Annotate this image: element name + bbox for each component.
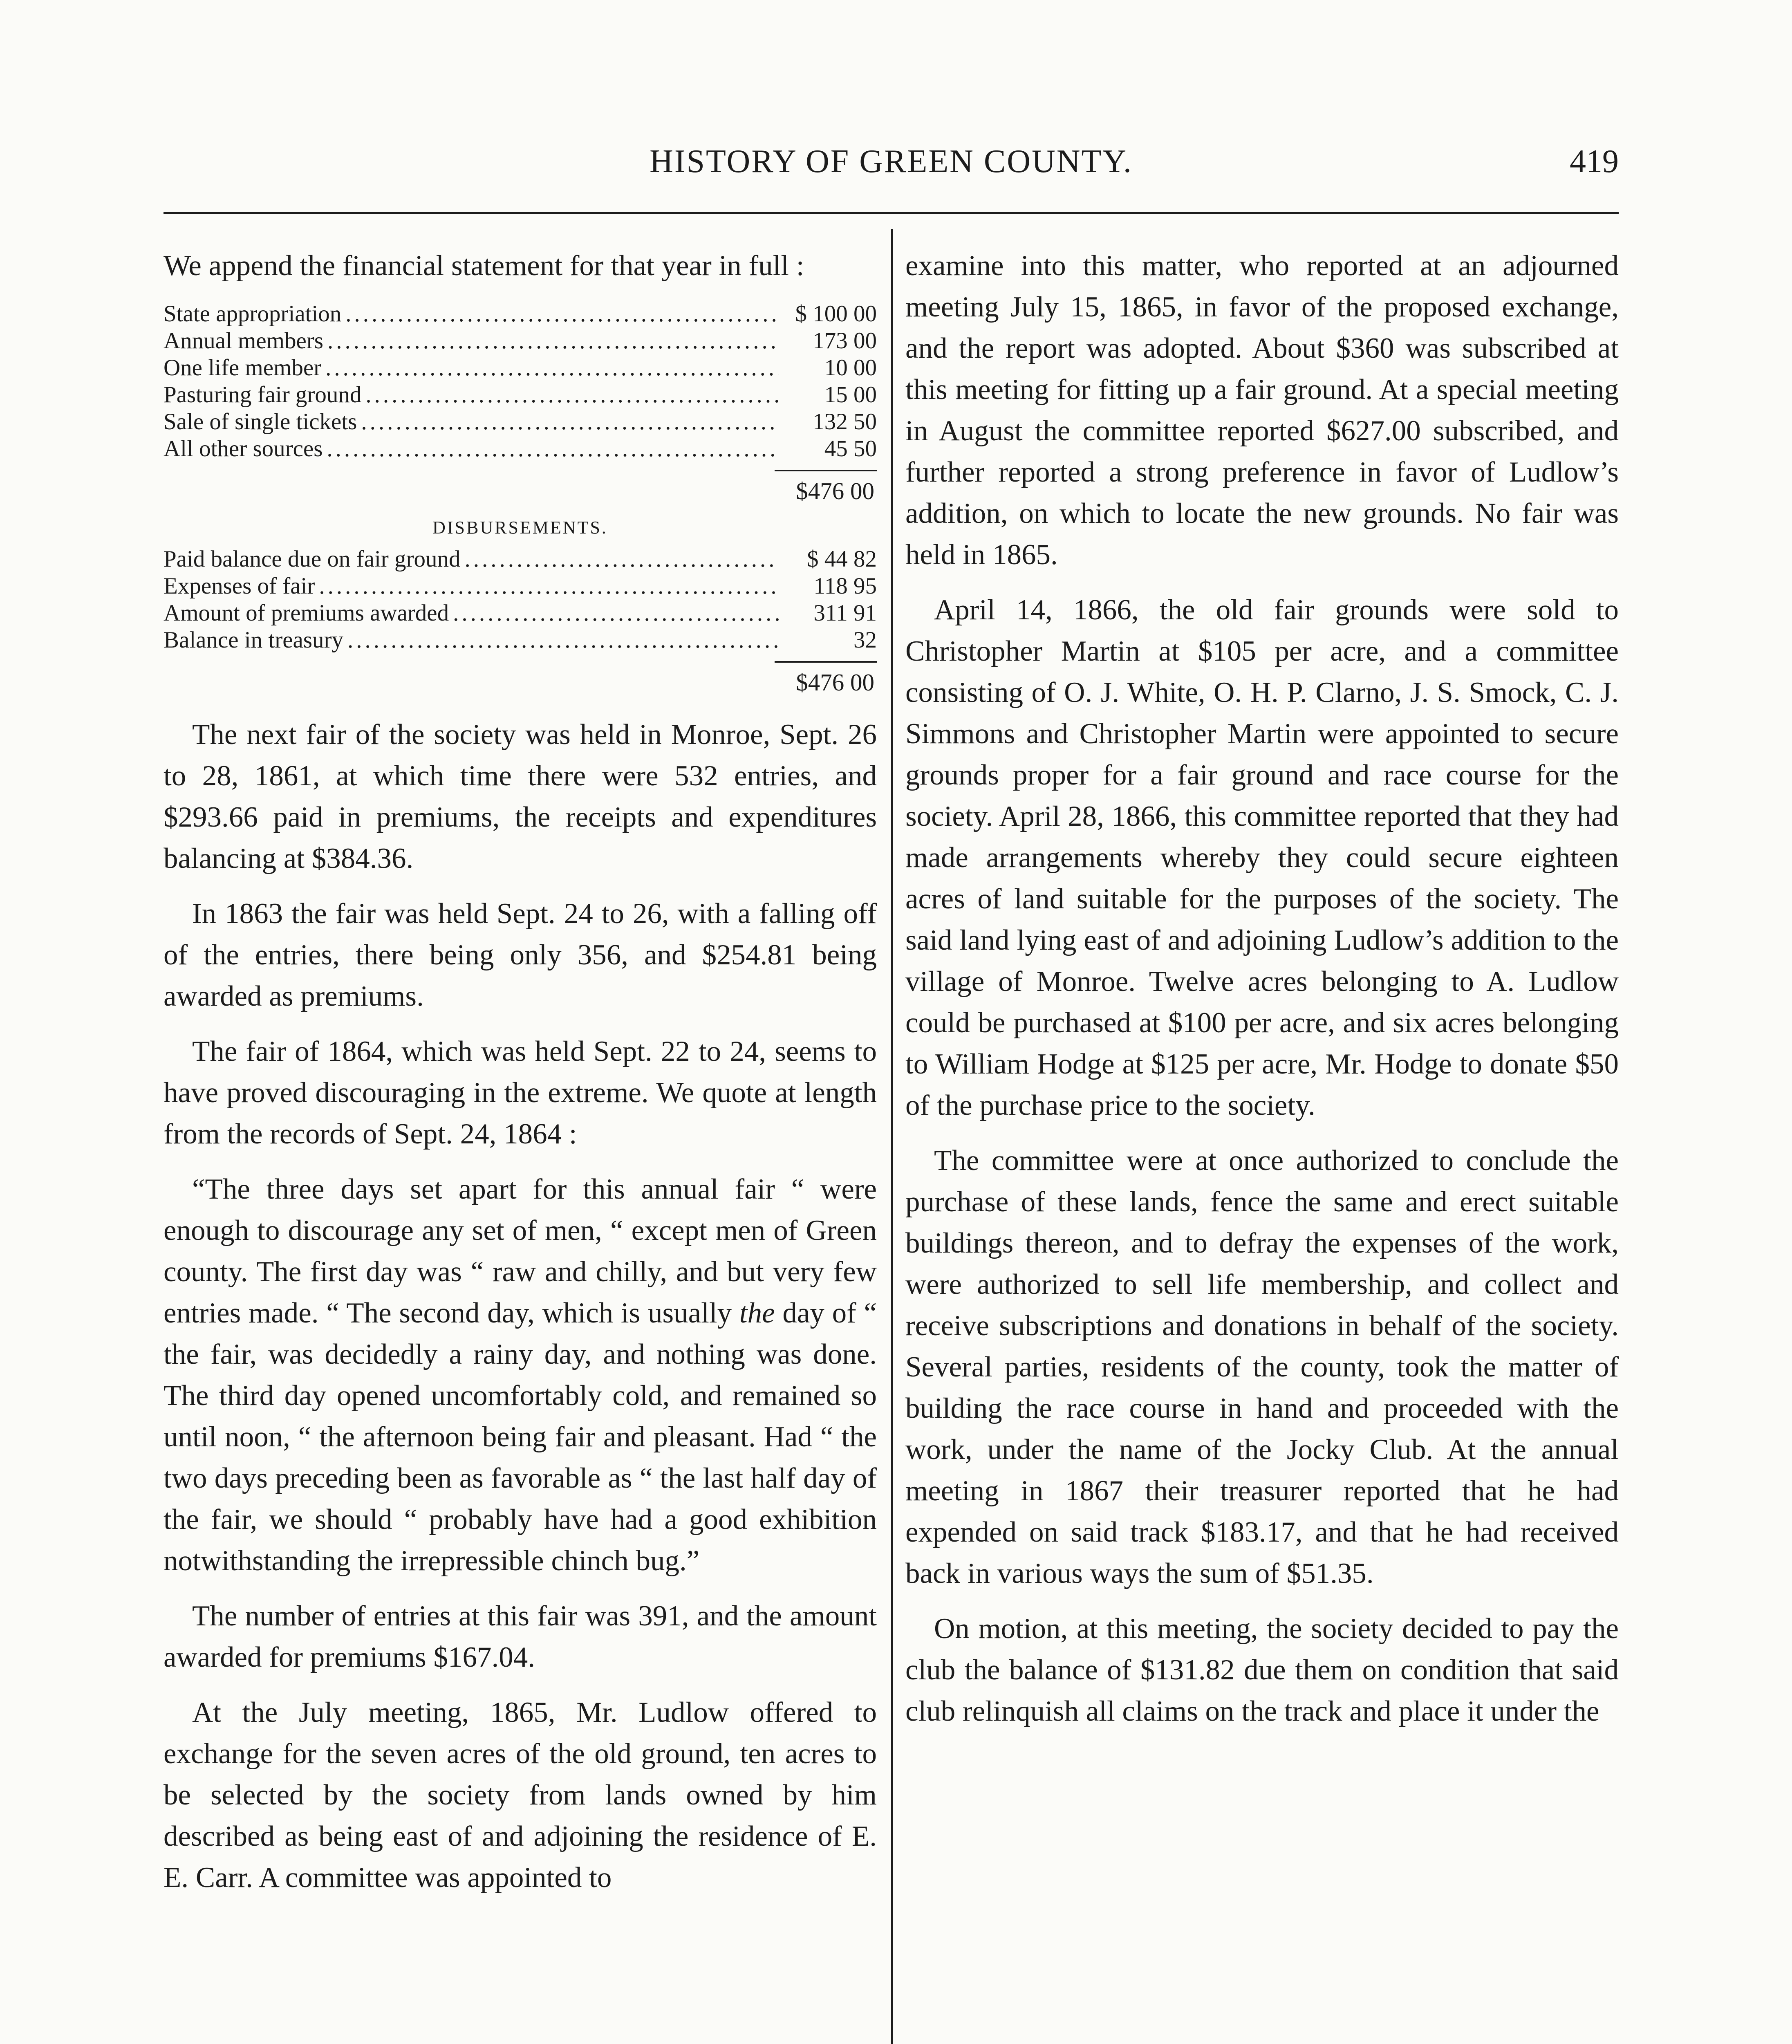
- paragraph: The number of entries at this fair was 391, and the amount awarded for premiums $167.04.: [164, 1600, 877, 1673]
- paragraph: The committee were at once authorized to conclude the purchase of these lands, fence the same and erect suitable buildings thereon, and to defray the expenses of the work, were authorized to sell life membership, and collect and receive subscriptions and donations in behalf of the society. Several parties, residents of the county, took the matter of building the race course in hand and proceeded with the work, under the name of the Jocky Club. At the annual meeting in 1867 their treasurer reported that he had expended on said track $183.17, and that he had received back in various ways the sum of $51.35.: [905, 1145, 1619, 1589]
- left-column: [164, 245, 877, 1912]
- receipt-row: [164, 300, 877, 327]
- records-quote: [164, 1169, 877, 1582]
- paragraph: The next fair of the society was held in Monroe, Sept. 26 to 28, 1861, at which time there were 532 entries, and $293.66 paid in premiums, the receipts and expenditures balancing at $384.36.: [164, 719, 877, 874]
- disbursement-label: Paid balance due on fair ground: [164, 546, 461, 572]
- dot-leader: [365, 381, 779, 408]
- disbursements-total: $476 00: [796, 669, 874, 696]
- receipt-label: One life member: [164, 355, 322, 381]
- disbursement-amount: $ 44 82: [807, 546, 877, 572]
- page-number: 419: [1570, 143, 1619, 179]
- receipt-amount: 45 50: [824, 436, 877, 462]
- paragraph: In 1863 the fair was held Sept. 24 to 26, with a falling off of the entries, there being only 356, and $254.81 being awarded as premiums.: [164, 898, 877, 1012]
- receipt-label: All other sources: [164, 436, 323, 462]
- disbursement-row: [164, 627, 877, 654]
- disbursement-label: Expenses of fair: [164, 573, 315, 599]
- receipt-amount: 15 00: [824, 382, 877, 408]
- receipt-amount: 173 00: [813, 328, 877, 354]
- disbursement-row: [164, 600, 877, 627]
- disbursement-amount: 311 91: [813, 600, 877, 626]
- dot-leader: [361, 408, 779, 435]
- financial-statement: [164, 300, 877, 702]
- page-title: HISTORY OF GREEN COUNTY.: [650, 143, 1133, 179]
- paragraph: At the July meeting, 1865, Mr. Ludlow offered to exchange for the seven acres of the old ground, ten acres to be selected by the society from lands owned by him described as being east of and adjoining the residence of E. E. Carr. A committee was appointed to: [164, 1697, 877, 1894]
- header-rule: [164, 212, 1619, 214]
- disbursements-heading: DISBURSEMENTS.: [432, 518, 608, 538]
- receipt-amount: $ 100 00: [795, 301, 877, 327]
- dot-leader: [327, 435, 779, 462]
- disbursement-label: Balance in treasury: [164, 627, 343, 653]
- column-divider: [891, 229, 893, 2044]
- paragraph: April 14, 1866, the old fair grounds were sold to Christopher Martin at $105 per acre, and a committee consisting of O. J. White, O. H. P. Clarno, J. S. Smock, C. J. Simmons and Christopher Martin were appointed to secure grounds proper for a fair ground and race course for the society. April 28, 1866, this committee reported that they had made arrangements whereby they could secure eighteen acres of land suitable for the purposes of the society. The said land lying east of and adjoining Ludlow’s addition to the village of Monroe. Twelve acres belonging to A. Ludlow could be purchased at $100 per acre, and six acres belonging to William Hodge at $125 per acre, Mr. Hodge to donate $50 of the purchase price to the society.: [905, 594, 1619, 1121]
- disbursement-amount: 118 95: [813, 573, 877, 599]
- dot-leader: [325, 354, 779, 381]
- quote-emphasis: the: [739, 1297, 775, 1329]
- receipt-row: [164, 408, 877, 435]
- receipt-amount: 10 00: [824, 355, 877, 381]
- dot-leader: [347, 627, 779, 654]
- receipt-label: Pasturing fair ground: [164, 382, 362, 408]
- right-column: [905, 245, 1619, 1746]
- paragraph: On motion, at this meeting, the society decided to pay the club the balance of $131.82 due them on condition that said club relinquish all claims on the track and place it under the: [905, 1613, 1619, 1727]
- running-head: [164, 139, 1619, 184]
- receipt-label: State appropriation: [164, 301, 342, 327]
- dot-leader: [319, 573, 779, 600]
- dot-leader: [453, 600, 779, 627]
- receipt-amount: 132 50: [813, 409, 877, 435]
- paragraph: examine into this matter, who reported at an adjourned meeting July 15, 1865, in favor of the proposed exchange, and the report was adopted. About $360 was subscribed at this meeting for fitting up a fair ground. At a special meeting in August the committee reported $627.00 subscribed, and further reported a strong preference in favor of Ludlow’s addition, on which to locate the new grounds. No fair was held in 1865.: [905, 250, 1619, 571]
- dot-leader: [345, 300, 779, 327]
- disbursement-row: [164, 573, 877, 600]
- receipts-total: $476 00: [796, 477, 874, 504]
- receipt-row: [164, 327, 877, 354]
- quote-part: day of “ the fair, was decidedly a rainy day, and nothing was done. The third day opened uncomfortably cold, and remained so until noon, “ the afternoon being fair and pleasant. Had “ the two days preceding been as favorable as “ the last half day of the fair, we should “ probably have had a good exhibition notwithstanding the irrepressible chinch bug.”: [164, 1297, 877, 1577]
- dot-leader: [327, 327, 779, 354]
- dot-leader: [465, 546, 779, 573]
- receipt-row: [164, 435, 877, 462]
- paragraph: The fair of 1864, which was held Sept. 22 to 24, seems to have proved discouraging in the extreme. We quote at length from the records of Sept. 24, 1864 :: [164, 1035, 877, 1150]
- disbursement-label: Amount of premiums awarded: [164, 600, 449, 626]
- receipt-label: Sale of single tickets: [164, 409, 357, 435]
- disbursement-amount: 32: [853, 627, 877, 653]
- statement-intro: We append the financial statement for that year in full :: [164, 250, 804, 282]
- quote-part: “The three days set apart for this annual fair “ were enough to discourage any set of men, “ except men of Green county. The first day was “ raw and chilly, and but very few entries made. “ The second day, which is usually: [164, 1173, 877, 1329]
- receipt-label: Annual members: [164, 328, 323, 354]
- receipt-row: [164, 354, 877, 381]
- disbursement-row: [164, 546, 877, 573]
- quote-text: [164, 1169, 877, 1582]
- receipt-row: [164, 381, 877, 408]
